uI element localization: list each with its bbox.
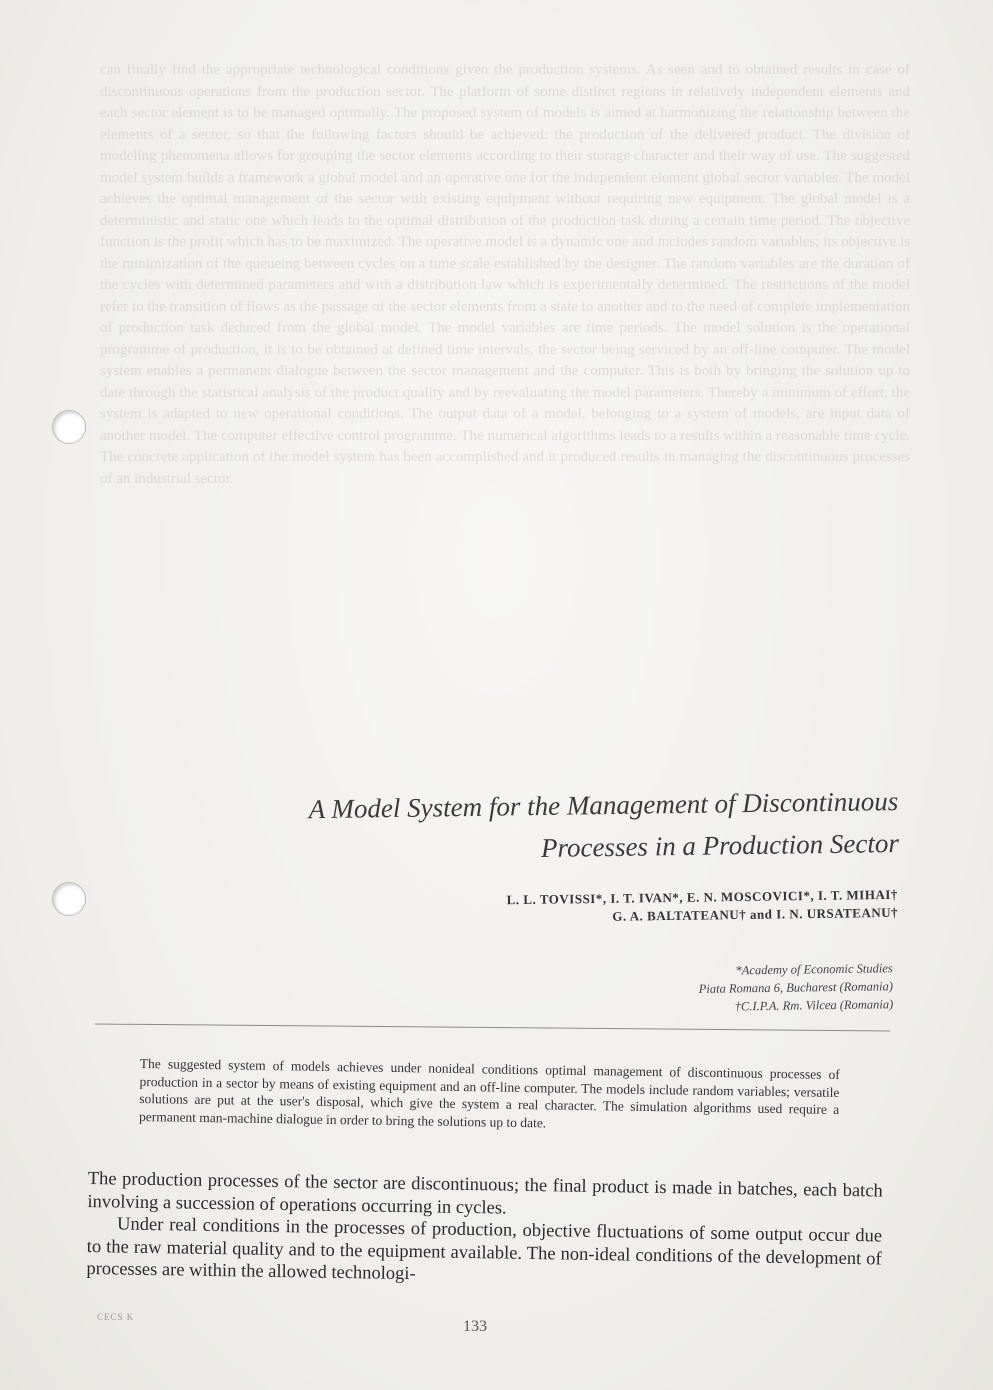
abstract: The suggested system of models achieves under nonideal conditions optimal management of discontinuous processes of production in a sector by means of existing equipment and an off-line computer. The models include random variables; versatile solutions are put at the user's disposal, which give the system a real character. The simulation algorithms used require a permanent man-machine dialogue in order to bring the solutions up to date. <box>138 1055 840 1130</box>
punch-hole-icon <box>52 410 86 444</box>
paragraph-2: Under real conditions in the processes of production, objective fluctuations of some output occur due to the raw material quality and to the equipment available. The non-ideal conditions of the development of processes are within the allowed technologi- <box>86 1214 883 1285</box>
title-line-1: A Model System for the Management of Discontinuous <box>308 785 899 825</box>
punch-hole-icon <box>52 882 86 916</box>
affiliation-line-1: *Academy of Economic Studies <box>735 961 893 978</box>
authors-line-2: G. A. BALTATEANU† and I. N. URSATEANU† <box>612 904 899 924</box>
author-list <box>298 886 898 930</box>
affiliation-line-2: Piata Romana 6, Bucharest (Romania) <box>698 979 894 996</box>
show-through-text: can finally find the appropriate technological conditions given the production systems. As seen and to obtained results in case of discontinuous operations from the production sector. The platform of some distinct regions in relatively independent elements and each sector element is to be managed optimally. The proposed system of models is aimed at harmonizing the relationship between the elements of a sector, so that the following factors should be achieved: the production of the delivered product. The division of modeling phenomena allows for grouping the sector elements according to their storage character and their way of use. The suggested model system builds a framework a global model and an operative one for the independent element global sector variables. The model achieves the optimal management of the sector with existing equipment without requiring new equipment. The global model is a deterministic and static one which leads to the optimal distribution of the production task during a certain time period. The objective function is the profit which has to be maximized. The operative model is a dynamic one and includes random variables; its objective is the minimization of the queueing between cycles on a time scale established by the designer. The random variables are the duration of the cycles with determined parameters and with a distribution law which is experimentally determined. The restrictions of the model refer to the transition of flows as the passage of the sector elements from a state to another and to the need of complete implementation of production task deduced from the global model. The model variables are time periods. The model solution is the operational programme of production, it is to be obtained at defined time intervals, the sector being serviced by an off-line computer. The model system enables a permanent dialogue between the sector management and the computer. This is both by bringing the solution up to date through the statistical analysis of the product quality and by reevaluating the model parameters. Thereby a minimum of effort, the system is adapted to new operational conditions. The output data of a model, belonging to a system of models, are input data of another model. The computer effective control programme. The numerical algorithms leads to a results within a reasonable time cycle. The concrete application of the model system has been accomplished and it produced results in managing the discontinuous processes of an industrial sector. <box>100 62 910 487</box>
paper-title <box>178 780 899 874</box>
header-divider <box>95 1024 890 1032</box>
footer-code: CECS K <box>97 1312 135 1322</box>
affiliations <box>493 959 894 1019</box>
paragraph-1: The production processes of the sector are discontinuous; the final product is made in batches, each batch involving a succession of operations occurring in cycles. <box>87 1168 883 1219</box>
body-text <box>86 1168 883 1293</box>
affiliation-line-3: †C.I.P.A. Rm. Vilcea (Romania) <box>734 997 894 1014</box>
authors-line-1: L. L. TOVISSI*, I. T. IVAN*, E. N. MOSCOVICI*, I. T. MIHAI† <box>506 886 898 908</box>
left-edge-marks <box>0 60 30 260</box>
title-line-2: Processes in a Production Sector <box>540 827 900 863</box>
page-number: 133 <box>463 1318 487 1335</box>
